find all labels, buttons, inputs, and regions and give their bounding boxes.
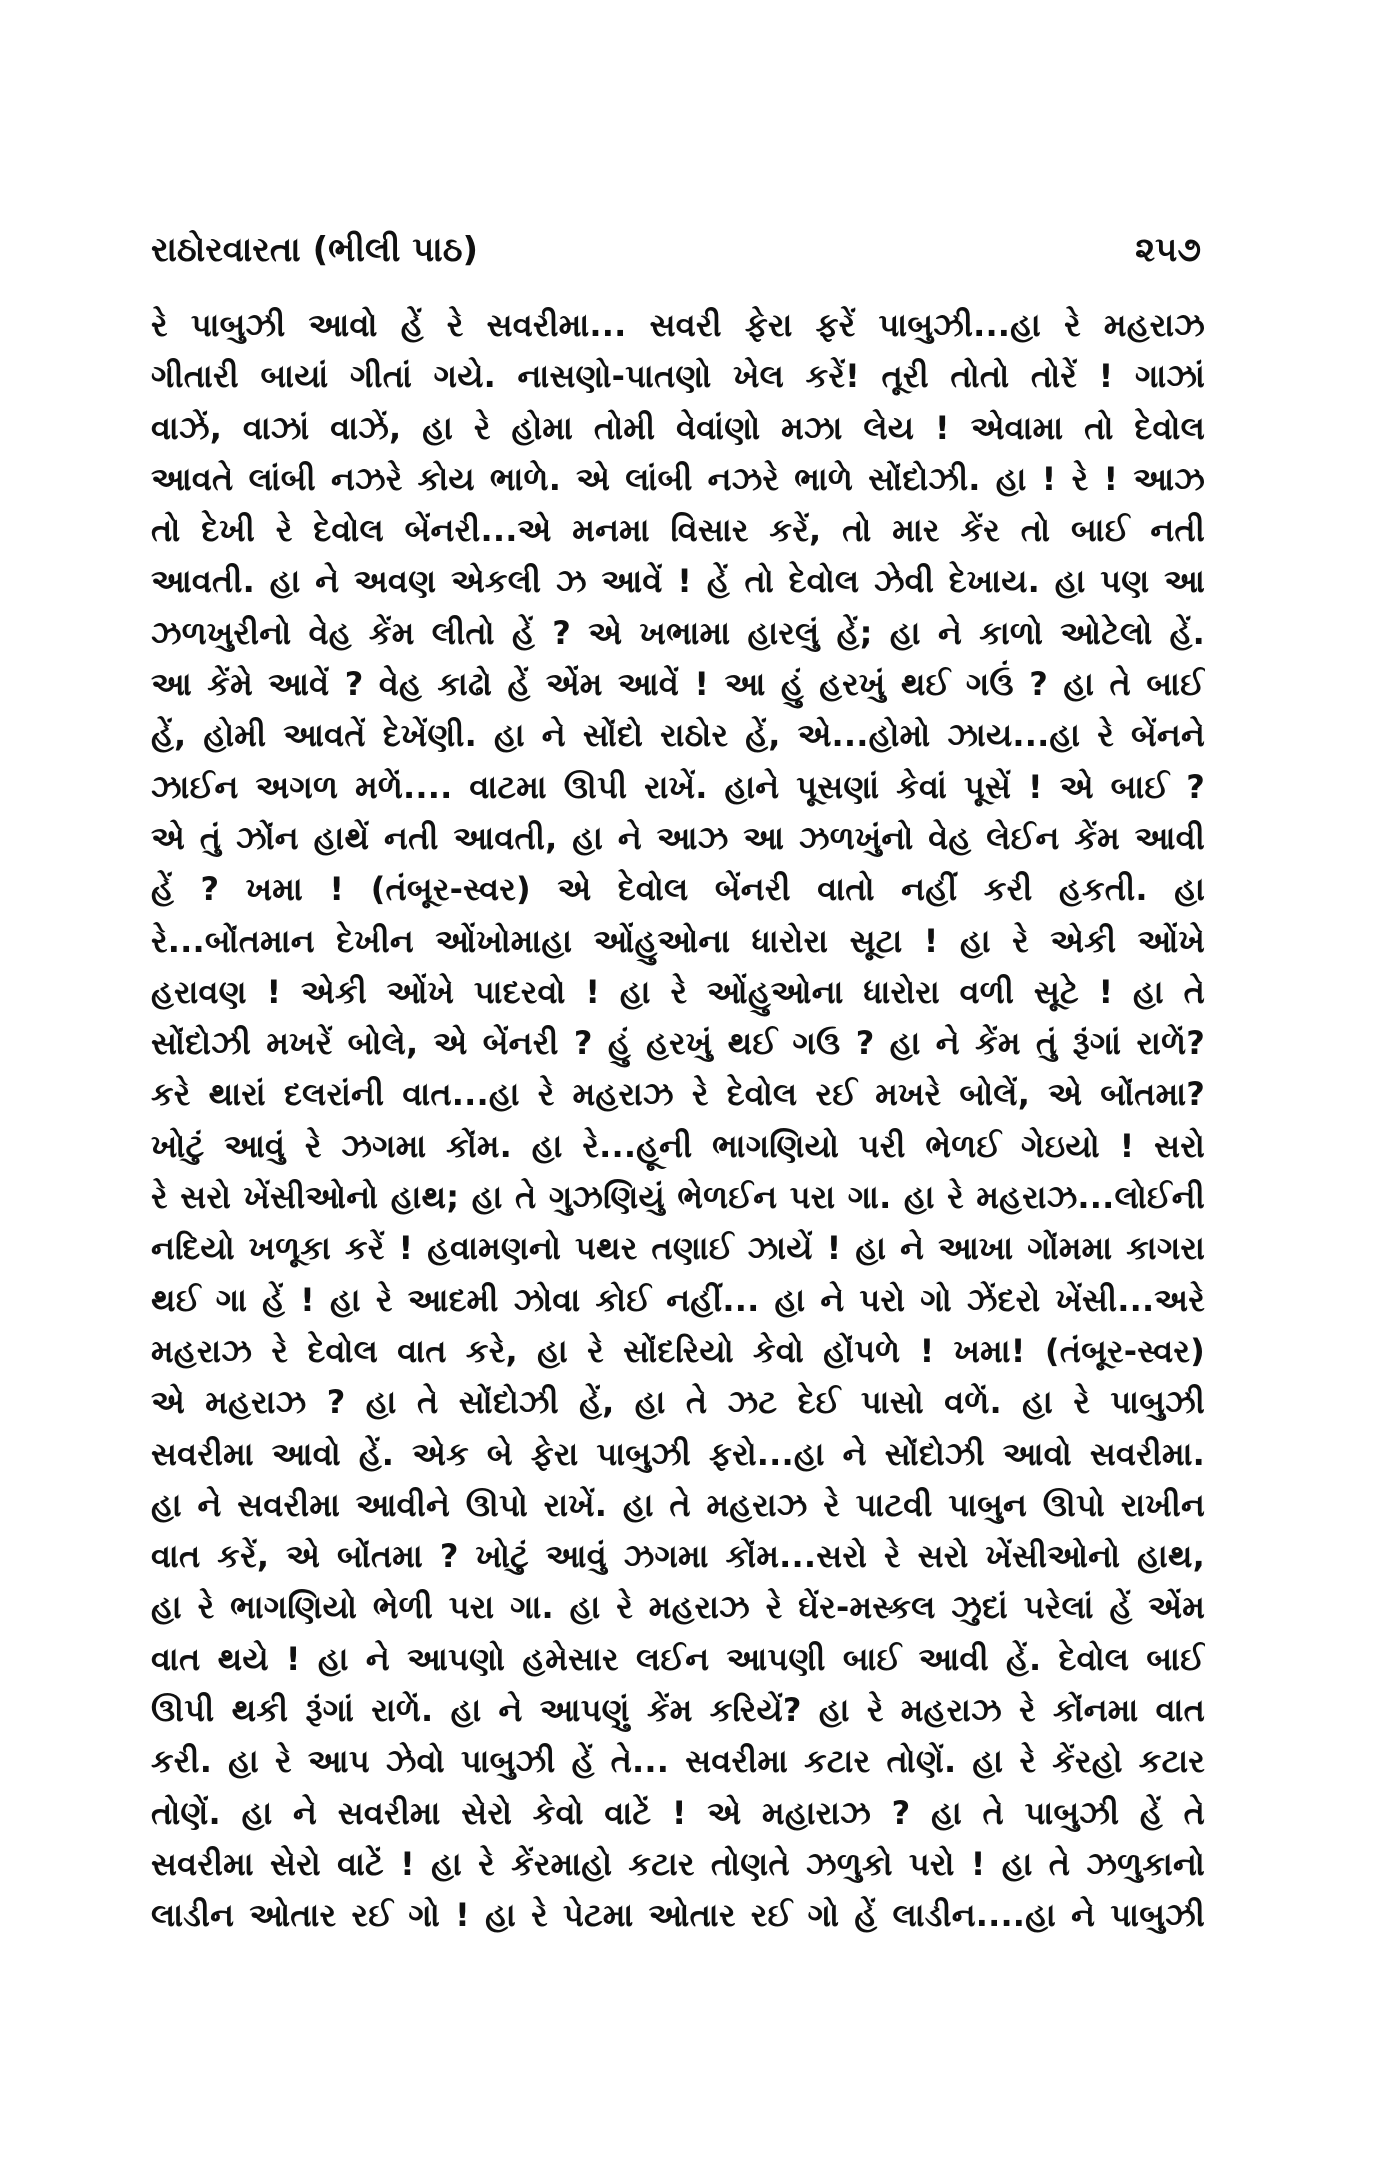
text-line: હા રે ભાગણિયો ભેળી પરા ગા. હા રે મહરાઝ રે ઘેંર-મસ્કલ ઝુદાં પરેલાં હેં એંમ [151, 1588, 1205, 1627]
text-line: ઝળખુરીનો વેહ કેંમ લીતો હેં ? એ ખભામા હારલું હેં; હા ને કાળો ઓટેલો હેં. [151, 613, 1205, 652]
page-number: ૨૫૭ [1135, 230, 1201, 270]
text-line: કરી. હા રે આપ ઝેવો પાબુઝી હેં તે... સવરીમા કટાર તોણેં. હા રે કેંરહો કટાર [151, 1742, 1205, 1781]
text-line: ગીતારી બાયાં ગીતાં ગયે. નાસણો-પાતણો ખેલ કરેં! તૂરી તોતો તોરેં ! ગાઝાં [151, 357, 1205, 396]
text-line: સોંદોઝી મખરેં બોલે, એ બેંનરી ? હું હરખું થઈ ગઉ ? હા ને કેંમ તું રૂંગાં રાળેં? [151, 1024, 1205, 1063]
text-line: એ તું ઝોંન હાથેં નતી આવતી, હા ને આઝ આ ઝળખુંનો વેહ લેઈન કેંમ આવી [151, 818, 1205, 857]
text-line: ઊપી થકી રૂંગાં રાળેં. હા ને આપણું કેંમ કરિયેં? હા રે મહરાઝ રે કોંનમા વાત [151, 1691, 1205, 1730]
text-line: સવરીમા આવો હેં. એક બે ફેરા પાબુઝી ફરો...હા ને સોંદોઝી આવો સવરીમા. [151, 1434, 1205, 1473]
text-line: સવરીમા સેરો વાટેં ! હા રે કેંરમાહો કટાર તોણતે ઝળુકો પરો ! હા તે ઝળુકાનો [151, 1844, 1205, 1883]
text-line: આવતી. હા ને અવણ એકલી ઝ આવેં ! હેં તો દેવોલ ઝેવી દેખાય. હા પણ આ [151, 562, 1205, 601]
text-line: લાડીન ઓતાર રઈ ગો ! હા રે પેટમા ઓતાર રઈ ગો હેં લાડીન....હા ને પાબુઝી [151, 1896, 1205, 1935]
text-line: વાત કરેં, એ બોંતમા ? ખોટું આવું ઝગમા કોંમ...સરો રે સરો ખેંસીઓનો હાથ, [151, 1537, 1205, 1576]
text-line: મહરાઝ રે દેવોલ વાત કરે, હા રે સોંદરિયો કેવો હોંપળે ! ખમા! (તંબૂર-સ્વર) [151, 1331, 1205, 1370]
text-line: તોણેં. હા ને સવરીમા સેરો કેવો વાટેં ! એ મહારાઝ ? હા તે પાબુઝી હેં તે [151, 1793, 1205, 1832]
text-line: તો દેખી રે દેવોલ બેંનરી...એ મનમા વિસાર કરેં, તો માર કેંર તો બાઈ નતી [151, 511, 1205, 550]
text-line: આ કેંમે આવેં ? વેહ કાઢો હેં એંમ આવેં ! આ હું હરખું થઈ ગઉં ? હા તે બાઈ [151, 665, 1205, 704]
body-text [151, 300, 1205, 1942]
text-line: ઝાઈન અગળ મળેં.... વાટમા ઊપી રાખેં. હાને પૂસણાં કેવાં પૂસેં ! એ બાઈ ? [151, 767, 1205, 806]
text-line: રે...બોંતમાન દેખીન ઓંખોમાહા ઓંહુઓના ધારોરા સૂટા ! હા રે એકી ઓંખે [151, 921, 1205, 960]
text-line: એ મહરાઝ ? હા તે સોંદોઝી હેં, હા તે ઝટ દેઈ પાસો વળેં. હા રે પાબુઝી [151, 1383, 1205, 1422]
text-line: વાઝેં, વાઝાં વાઝેં, હા રે હોમા તોમી વેવાંણો મઝા લેય ! એવામા તો દેવોલ [151, 408, 1205, 447]
text-line: હરાવણ ! એકી ઓંખે પાદરવો ! હા રે ઓંહુઓના ધારોરા વળી સૂટે ! હા તે [151, 972, 1205, 1011]
text-line: રે પાબુઝી આવો હેં રે સવરીમા... સવરી ફેરા ફરેં પાબુઝી...હા રે મહરાઝ [151, 306, 1205, 344]
running-head [151, 222, 1201, 278]
text-line: આવતે લાંબી નઝરે કોય ભાળે. એ લાંબી નઝરે ભાળે સોંદોઝી. હા ! રે ! આઝ [151, 459, 1205, 498]
text-line: ખોટું આવું રે ઝગમા કોંમ. હા રે...હૂની ભાગણિયો પરી ભેળઈ ગેઇયો ! સરો [151, 1126, 1205, 1165]
text-line: થઈ ગા હેં ! હા રે આદમી ઝોવા કોઈ નહીં... હા ને પરો ગો ઝેંદરો ખેંસી...અરે [151, 1280, 1205, 1319]
text-line: હા ને સવરીમા આવીને ઊપો રાખેં. હા તે મહરાઝ રે પાટવી પાબુન ઊપો રાખીન [151, 1485, 1205, 1524]
text-line: હેં ? ખમા ! (તંબૂર-સ્વર) એ દેવોલ બેંનરી વાતો નહીં કરી હકતી. હા [151, 870, 1205, 909]
text-line: નદિયો ખળૂકા કરેં ! હવામણનો પથર તણાઈ ઝાયેં ! હા ને આખા ગોંમમા કાગરા [151, 1229, 1205, 1268]
text-line: રે સરો ખેંસીઓનો હાથ; હા તે ગુઝણિયું ભેળઈન પરા ગા. હા રે મહરાઝ...લોઈની [151, 1178, 1205, 1217]
text-line: વાત થયે ! હા ને આપણો હમેસાર લઈન આપણી બાઈ આવી હેં. દેવોલ બાઈ [151, 1639, 1205, 1678]
text-line: કરે થારાં દલરાંની વાત...હા રે મહરાઝ રે દેવોલ રઈ મખરે બોલેં, એ બોંતમા? [151, 1075, 1205, 1114]
text-line: હેં, હોમી આવતેં દેખેંણી. હા ને સોંદો રાઠોર હેં, એ...હોમો ઝાય...હા રે બેંનને [151, 716, 1205, 755]
running-head-title: રાઠોરવારતા (ભીલી પાઠ) [151, 230, 479, 270]
